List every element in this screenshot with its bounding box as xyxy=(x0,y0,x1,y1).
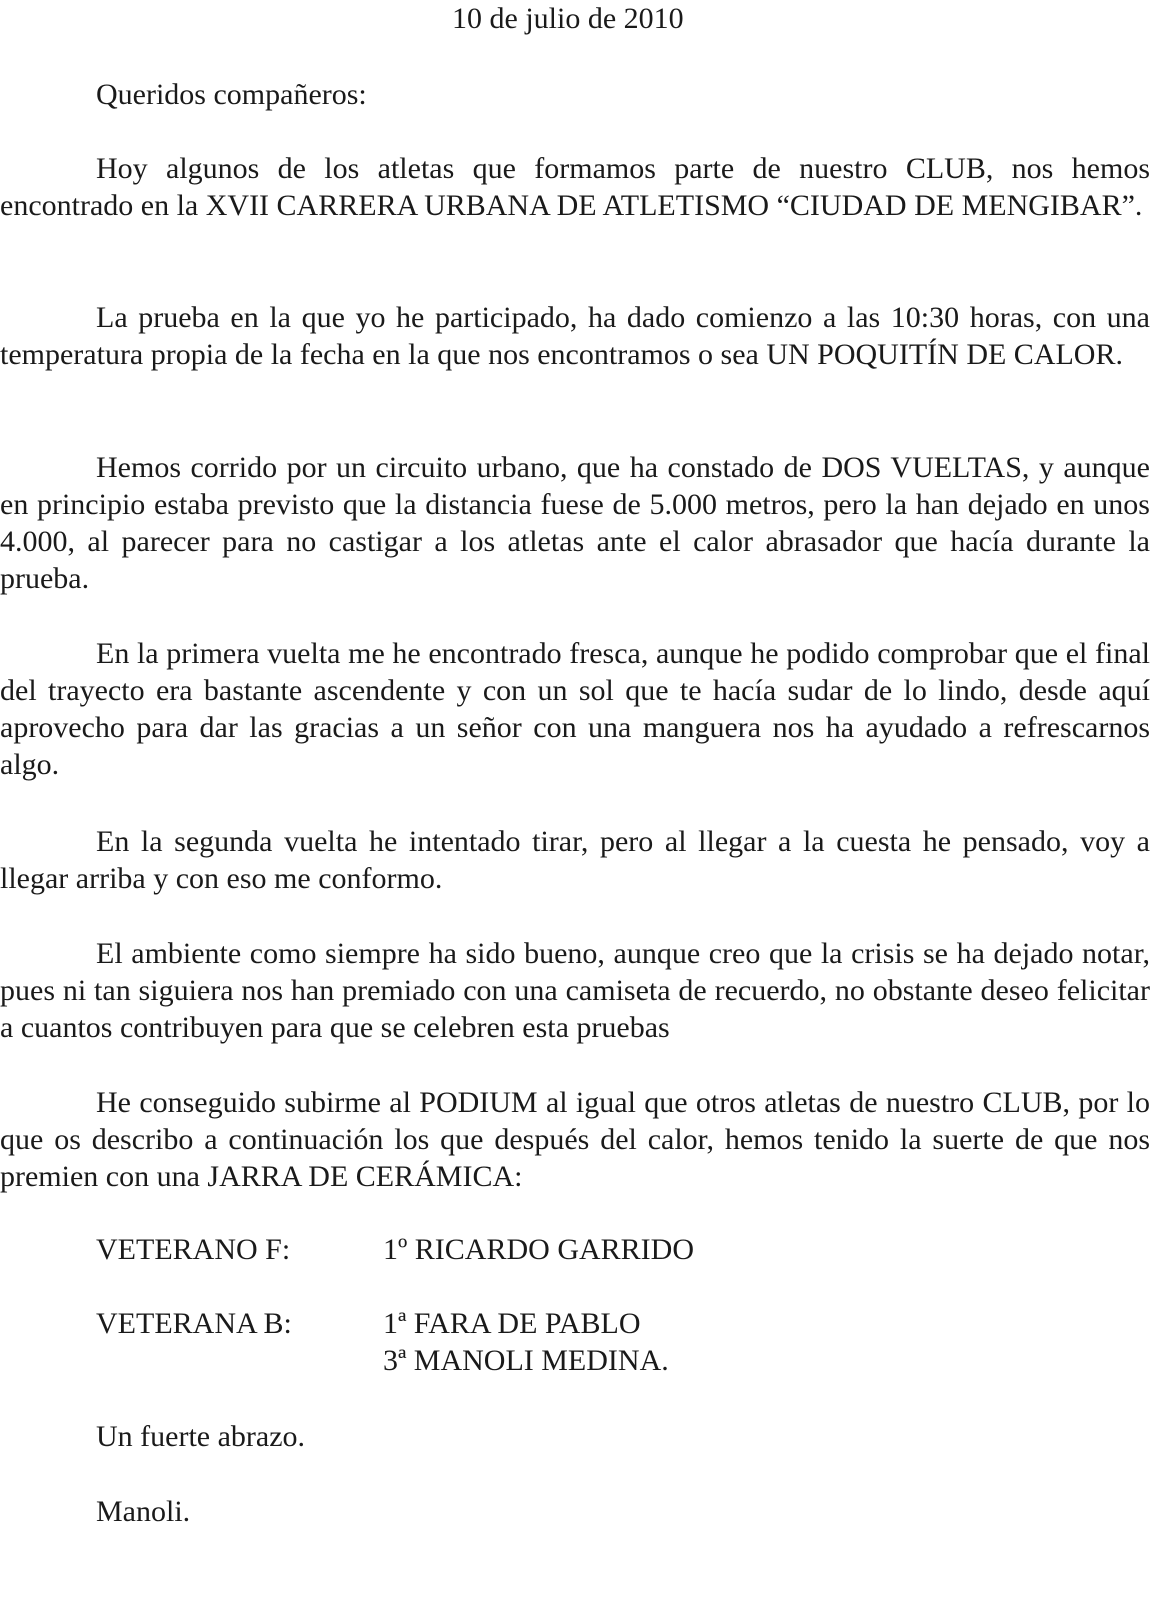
letter-salutation: Queridos compañeros: xyxy=(96,78,367,111)
award-row xyxy=(96,1305,694,1379)
award-row xyxy=(96,1231,694,1268)
award-category: VETERANO F: xyxy=(96,1233,291,1266)
paragraph-1: Hoy algunos de los atletas que formamos parte de nuestro CLUB, nos hemos encontrado en la XVII CARRERA URBANA DE ATLETISMO “CIUDAD DE MENGIBAR”. xyxy=(0,152,1150,222)
award-category: VETERANA B: xyxy=(96,1307,292,1340)
award-winners xyxy=(383,1231,694,1268)
letter-closing: Un fuerte abrazo. xyxy=(96,1420,306,1453)
award-winner: 1ª FARA DE PABLO xyxy=(383,1307,641,1340)
paragraph-2: La prueba en la que yo he participado, ha dado comienzo a las 10:30 horas, con una temperatura propia de la fecha en la que nos encontramos o sea UN POQUITÍN DE CALOR. xyxy=(0,301,1150,371)
paragraph-5: En la segunda vuelta he intentado tirar, pero al llegar a la cuesta he pensado, voy a llegar arriba y con eso me conformo. xyxy=(0,825,1150,895)
paragraph-7: He conseguido subirme al PODIUM al igual que otros atletas de nuestro CLUB, por lo que os describo a continuación los que después del calor, hemos tenido la suerte de que nos premien con una JARRA DE CERÁMICA: xyxy=(0,1086,1150,1193)
award-winner: 3ª MANOLI MEDINA. xyxy=(383,1344,669,1377)
paragraph-3: Hemos corrido por un circuito urbano, que ha constado de DOS VUELTAS, y aunque en principio estaba previsto que la distancia fuese de 5.000 metros, pero la han dejado en unos 4.000, al parecer para no castigar a los atletas ante el calor abrasador que hacía durante la prueba. xyxy=(0,451,1150,595)
letter-date: 10 de julio de 2010 xyxy=(452,2,684,35)
paragraph-6: El ambiente como siempre ha sido bueno, aunque creo que la crisis se ha dejado notar, pues ni tan siguiera nos han premiado con una camiseta de recuerdo, no obstante deseo felicitar a cuantos contribuyen para que se celebren esta pruebas xyxy=(0,937,1150,1044)
letter-signature: Manoli. xyxy=(96,1495,191,1528)
award-winner: 1º RICARDO GARRIDO xyxy=(383,1233,694,1266)
paragraph-4: En la primera vuelta me he encontrado fresca, aunque he podido comprobar que el final del trayecto era bastante ascendente y con un sol que te hacía sudar de lo lindo, desde aquí aprovecho para dar las gracias a un señor con una manguera nos ha ayudado a refrescarnos algo. xyxy=(0,637,1150,781)
awards-list xyxy=(96,1231,694,1416)
award-winners xyxy=(383,1305,669,1379)
